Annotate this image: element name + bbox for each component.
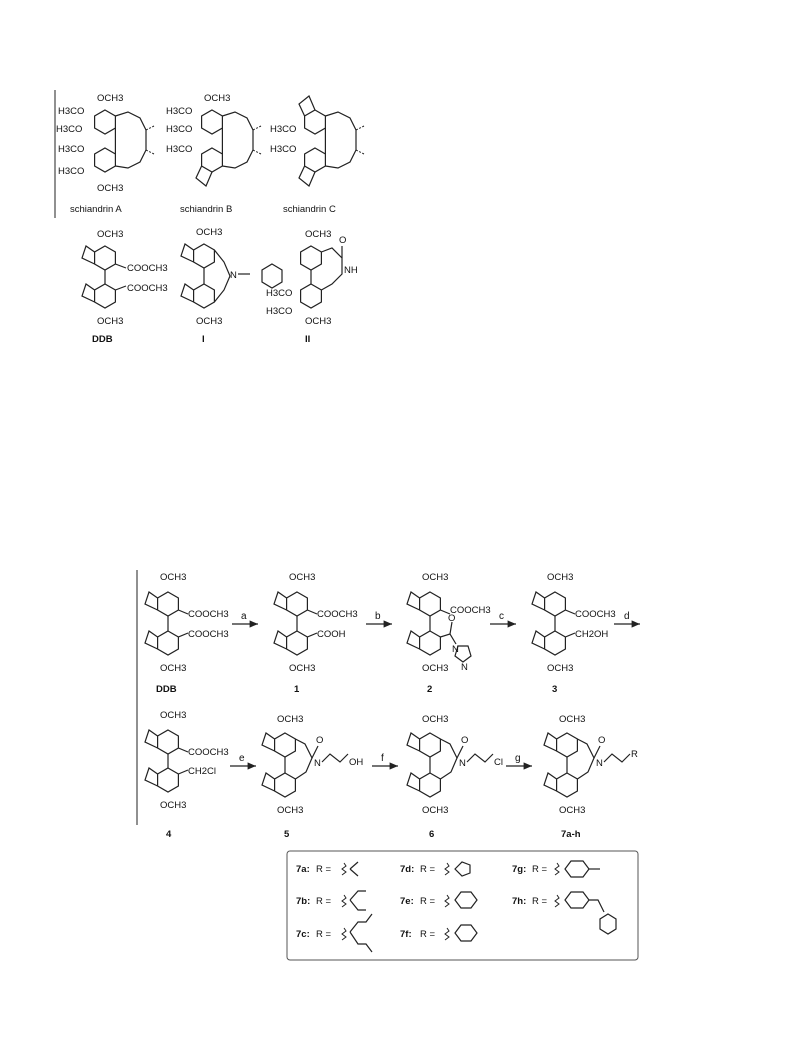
ddb-structure [145, 572, 229, 695]
arrow-label-g: g [515, 753, 521, 764]
r-group-7a-label: R = [316, 864, 332, 875]
ddb-group-2: COOCH3 [188, 609, 229, 620]
compound-1-group-1: OCH3 [289, 572, 316, 583]
compound-i-sub-2: N [230, 270, 237, 281]
r-group-7c [296, 914, 372, 952]
schiandrin-b-sub-2: H3CO [166, 106, 193, 117]
compound-2-group-3: O [448, 613, 456, 624]
ddb-top-name: DDB [92, 334, 113, 345]
compound-ii-sub-4: H3CO [266, 288, 293, 299]
ddb-group-1: OCH3 [160, 572, 187, 583]
compound-2-group-4: N [452, 644, 459, 655]
compound-5-group-2: O [316, 735, 324, 746]
compound-2-group-1: OCH3 [422, 572, 449, 583]
compound-6-structure [407, 714, 503, 840]
schiandrin-b-structure [166, 93, 261, 215]
r-group-7a-code: 7a: [296, 864, 310, 875]
compound-7-group-2: O [598, 735, 606, 746]
schiandrin-a-sub-3: H3CO [56, 124, 83, 135]
r-group-7h-label: R = [532, 896, 548, 907]
compound-ii-sub-2: O [339, 235, 347, 246]
compound-ii-sub-6: OCH3 [305, 316, 332, 327]
compound-7-group-3: N [596, 758, 603, 769]
r-group-7b-label: R = [316, 896, 332, 907]
compound-ii-sub-3: NH [344, 265, 358, 276]
compound-ii-structure [266, 229, 358, 345]
compound-6-group-3: N [459, 758, 466, 769]
schiandrin-c-sub-2: H3CO [270, 144, 297, 155]
compound-3-group-3: CH2OH [575, 629, 609, 640]
compound-6-group-2: O [461, 735, 469, 746]
compound-ii-name: II [305, 334, 311, 345]
arrow-label-f: f [381, 753, 384, 764]
compound-2-group-6: OCH3 [422, 663, 449, 674]
schiandrin-c-structure [270, 96, 364, 215]
compound-6-group-1: OCH3 [422, 714, 449, 725]
r-group-7c-code: 7c: [296, 929, 310, 940]
compound-6-name: 6 [429, 829, 435, 840]
compound-5-group-4: OH [349, 757, 364, 768]
compound-5-group-1: OCH3 [277, 714, 304, 725]
compound-2-structure [407, 572, 491, 695]
r-group-7d-code: 7d: [400, 864, 415, 875]
compound-ii-sub-5: H3CO [266, 306, 293, 317]
r-group-7h-code: 7h: [512, 896, 527, 907]
compound-4-group-4: OCH3 [160, 800, 187, 811]
compound-6-group-5: OCH3 [422, 805, 449, 816]
schiandrin-a-sub-4: H3CO [58, 144, 85, 155]
compound-1-group-4: OCH3 [289, 663, 316, 674]
schiandrin-b-name: schiandrin B [180, 204, 233, 215]
arrow-label-d: d [624, 611, 630, 622]
schiandrin-b-sub-1: OCH3 [204, 93, 231, 104]
compound-7-group-4: R [631, 749, 638, 760]
arrow-label-b: b [375, 611, 381, 622]
ddb-top-structure [82, 229, 168, 345]
ddb-name: DDB [156, 684, 177, 695]
compound-i-name: I [202, 334, 205, 345]
schiandrin-c-sub-1: H3CO [270, 124, 297, 135]
ddb-group-4: OCH3 [160, 663, 187, 674]
ddb-top-sub-3: COOCH3 [127, 283, 168, 294]
compound-2-name: 2 [427, 684, 433, 695]
r-group-7e-code: 7e: [400, 896, 414, 907]
schiandrin-a-sub-2: H3CO [58, 106, 85, 117]
r-group-7g-label: R = [532, 864, 548, 875]
compound-2-group-5: N [461, 662, 468, 673]
r-group-7e-label: R = [420, 896, 436, 907]
compound-3-structure [532, 572, 616, 695]
compound-3-group-1: OCH3 [547, 572, 574, 583]
compound-1-structure [274, 572, 358, 695]
compound-5-group-3: N [314, 758, 321, 769]
r-group-7f-code: 7f: [400, 929, 412, 940]
compound-5-group-5: OCH3 [277, 805, 304, 816]
r-group-7d [400, 862, 470, 876]
compound-4-structure [145, 710, 229, 840]
compound-3-group-2: COOCH3 [575, 609, 616, 620]
r-group-7g [512, 861, 600, 877]
compound-1-group-2: COOCH3 [317, 609, 358, 620]
schiandrin-c-name: schiandrin C [283, 204, 336, 215]
compound-7-group-5: OCH3 [559, 805, 586, 816]
compound-7-group-1: OCH3 [559, 714, 586, 725]
schiandrin-a-structure [56, 93, 154, 215]
schiandrin-a-sub-1: OCH3 [97, 93, 124, 104]
schiandrin-a-sub-6: OCH3 [97, 183, 124, 194]
compound-4-group-2: COOCH3 [188, 747, 229, 758]
compound-1-name: 1 [294, 684, 300, 695]
schiandrin-a-name: schiandrin A [70, 204, 122, 215]
r-group-7d-label: R = [420, 864, 436, 875]
compound-3-group-4: OCH3 [547, 663, 574, 674]
schiandrin-b-sub-4: H3CO [166, 144, 193, 155]
compound-i-structure [181, 227, 282, 345]
compound-4-group-1: OCH3 [160, 710, 187, 721]
arrow-label-a: a [241, 611, 247, 622]
r-group-7e [400, 892, 477, 908]
ddb-top-sub-2: COOCH3 [127, 263, 168, 274]
ddb-top-sub-1: OCH3 [97, 229, 124, 240]
compound-4-group-3: CH2Cl [188, 766, 216, 777]
compound-7-structure [544, 714, 638, 840]
schiandrin-a-sub-5: H3CO [58, 166, 85, 177]
r-group-7f [400, 925, 477, 941]
compound-i-sub-1: OCH3 [196, 227, 223, 238]
compound-3-name: 3 [552, 684, 558, 695]
ddb-group-3: COOCH3 [188, 629, 229, 640]
compound-2-group-2: COOCH3 [450, 605, 491, 616]
compound-1-group-3: COOH [317, 629, 346, 640]
compound-6-group-4: Cl [494, 757, 503, 768]
compound-4-name: 4 [166, 829, 172, 840]
r-group-7b [296, 891, 366, 910]
schiandrin-b-sub-3: H3CO [166, 124, 193, 135]
r-group-7a [296, 862, 358, 876]
compound-5-structure [262, 714, 363, 840]
r-group-7b-code: 7b: [296, 896, 311, 907]
ddb-top-sub-4: OCH3 [97, 316, 124, 327]
compound-i-sub-3: OCH3 [196, 316, 223, 327]
compound-7-name: 7a-h [561, 829, 581, 840]
compound-5-name: 5 [284, 829, 290, 840]
arrow-label-e: e [239, 753, 245, 764]
arrow-label-c: c [499, 611, 504, 622]
r-group-7c-label: R = [316, 929, 332, 940]
r-group-7h [512, 892, 616, 934]
compound-ii-sub-1: OCH3 [305, 229, 332, 240]
r-group-7g-code: 7g: [512, 864, 527, 875]
r-group-7f-label: R = [420, 929, 436, 940]
